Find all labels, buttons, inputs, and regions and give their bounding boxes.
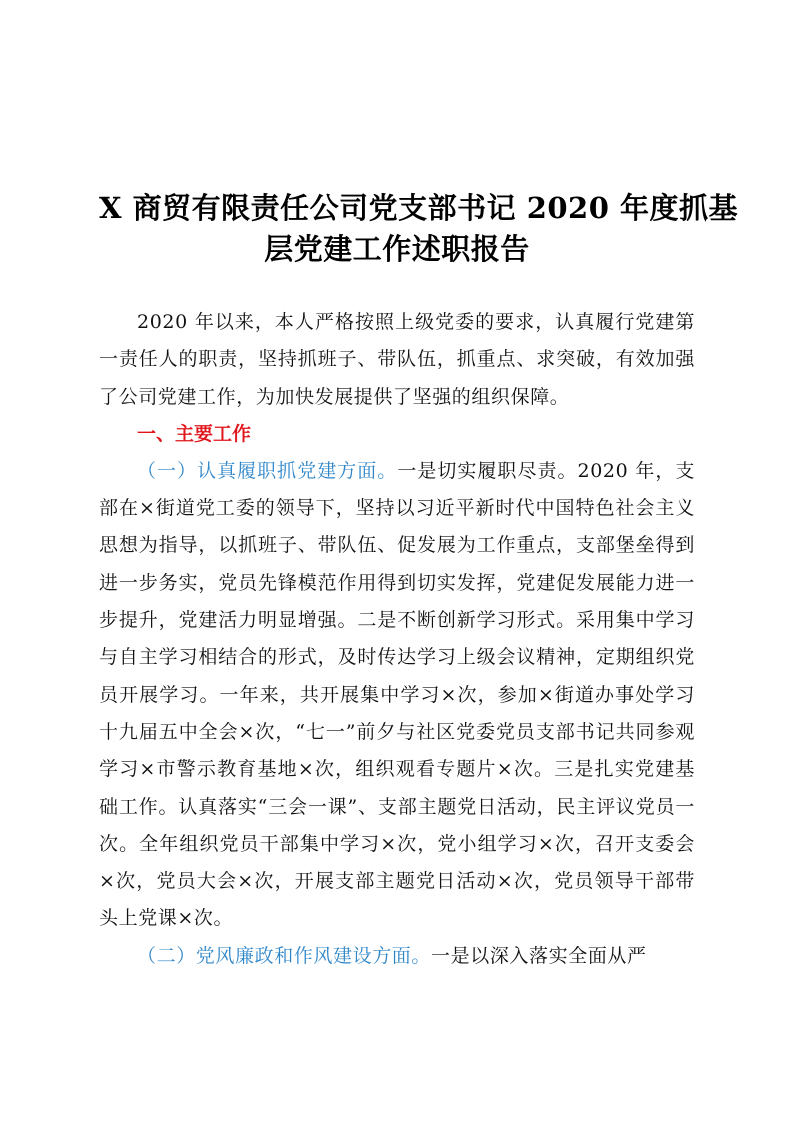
document-body xyxy=(99,188,739,975)
subsection-1-heading: （一）认真履职抓党建方面。 xyxy=(137,459,398,482)
subsection-1-paragraph xyxy=(99,453,695,938)
title-line-1: X 商贸有限责任公司党支部书记 2020 年度抓基 xyxy=(99,191,739,225)
intro-paragraph: 2020 年以来，本人严格按照上级党委的要求，认真履行党建第一责任人的职责，坚持抓班子、带队伍，抓重点、求突破，有效加强了公司党建工作，为加快发展提供了坚强的组织保障。 xyxy=(99,311,695,408)
subsection-2-heading: （二）党风廉政和作风建设方面。 xyxy=(137,944,432,967)
subsection-1-body: 一是切实履职尽责。2020 年，支部在×街道党工委的领导下，坚持以习近平新时代中国特色社会主义思想为指导，以抓班子、带队伍、促发展为工作重点，支部堡垒得到进一步务实，党员先锋模范作用得到切实发挥，党建促发展能力进一步提升，党建活力明显增强。二是不断创新学习形式。采用集中学习与自主学习相结合的形式，及时传达学习上级会议精神，定期组织党员开展学习。一年来，共开展集中学习×次，参加×街道办事处学习十九届五中全会×次，“七一”前夕与社区党委党员支部书记共同参观学习×市警示教育基地×次，组织观看专题片×次。三是扎实党建基础工作。认真落实“三会一课”、支部主题党日活动，民主评议党员一次。全年组织党员干部集中学习×次，党小组学习×次，召开支委会×次，党员大会×次，开展支部主题党日活动×次，党员领导干部带头上党课×次。 xyxy=(99,459,695,930)
document-title xyxy=(99,188,739,270)
subsection-2-body: 一是以深入落实全面从严 xyxy=(431,944,647,967)
subsection-2-paragraph xyxy=(99,938,695,975)
title-line-2: 层党建工作述职报告 xyxy=(264,232,530,266)
section-heading-main-work: 一、主要工作 xyxy=(137,422,252,445)
